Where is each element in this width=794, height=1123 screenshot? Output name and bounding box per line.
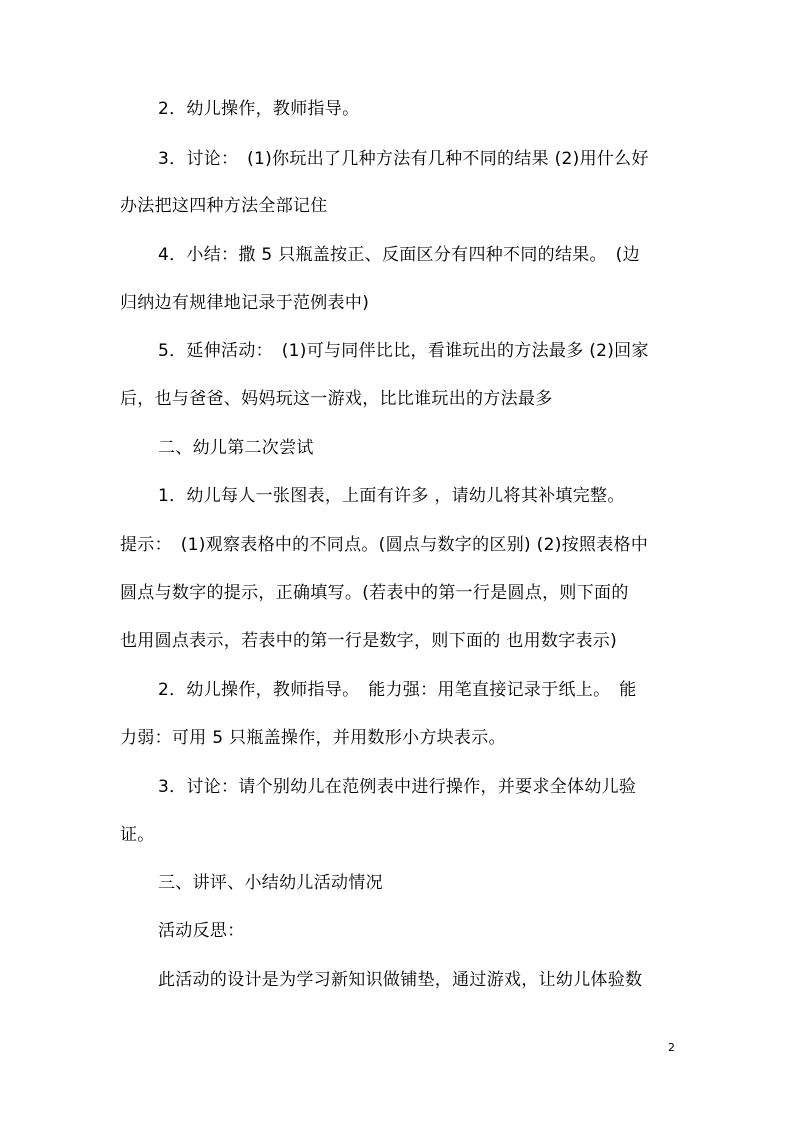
text-line: 3．讨论： (1)你玩出了几种方法有几种不同的结果 (2)用什么好 xyxy=(158,149,649,169)
text-line: 归纳边有规律地记录于范例表中) xyxy=(120,293,370,313)
text-line: 办法把这四种方法全部记住 xyxy=(120,196,328,216)
text-line: 3．讨论：请个别幼儿在范例表中进行操作，并要求全体幼儿验 xyxy=(158,777,637,797)
text-line: 1．幼儿每人一张图表，上面有许多 ，请幼儿将其补填完整。 xyxy=(158,486,625,506)
section-heading: 二、幼儿第二次尝试 xyxy=(158,438,314,458)
page-number: 2 xyxy=(668,1041,675,1054)
text-line: 圆点与数字的提示，正确填写。(若表中的第一行是圆点，则下面的 xyxy=(120,583,629,603)
text-line: 后，也与爸爸、妈妈玩这一游戏，比比谁玩出的方法最多 xyxy=(120,389,553,409)
text-line: 2．幼儿操作，教师指导。 xyxy=(158,99,360,119)
text-line: 5．延伸活动： (1)可与同伴比比，看谁玩出的方法最多 (2)回家 xyxy=(158,341,649,361)
section-heading: 活动反思： xyxy=(158,921,245,941)
section-heading: 三、讲评、小结幼儿活动情况 xyxy=(158,873,383,893)
text-line: 2．幼儿操作，教师指导。 能力强：用笔直接记录于纸上。 能 xyxy=(158,680,637,700)
text-line: 提示： (1)观察表格中的不同点。(圆点与数字的区别) (2)按照表格中 xyxy=(120,535,649,555)
text-line: 也用圆点表示，若表中的第一行是数字，则下面的 也用数字表示) xyxy=(120,631,618,651)
text-line: 4．小结：撒 5 只瓶盖按正、反面区分有四种不同的结果。 (边 xyxy=(158,245,640,265)
text-line: 此活动的设计是为学习新知识做铺垫，通过游戏，让幼儿体验数 xyxy=(158,970,643,990)
text-line: 力弱：可用 5 只瓶盖操作，并用数形小方块表示。 xyxy=(120,728,506,748)
text-line: 证。 xyxy=(120,825,155,845)
